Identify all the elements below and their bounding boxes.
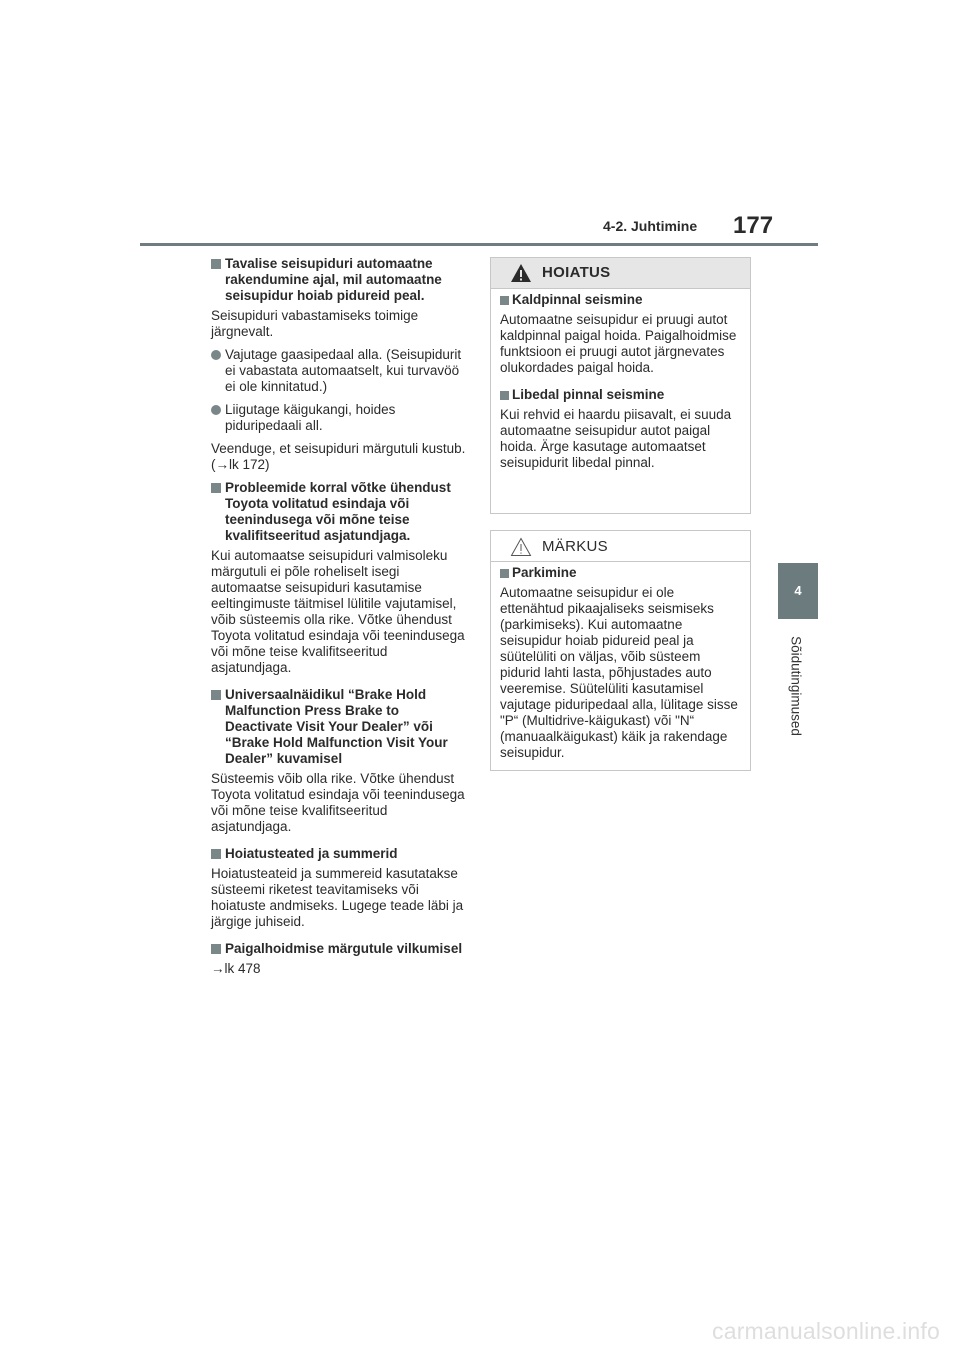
section-heading [211,941,467,957]
warning-box [490,257,751,514]
bullet-item [211,347,467,395]
paragraph: Veenduge, et seisupiduri märgutuli kustub. (→lk 172) [211,441,466,472]
square-bullet-icon [500,296,509,305]
watermark-text: carmanualsonline.info [712,1318,940,1344]
paragraph: Hoiatusteateid ja summereid kasutatakse süsteemi riketest teavitamiseks või hoiatuste andmiseks. Lugege teade läbi ja järgige juhiseid. [211,866,464,929]
heading-text: Universaalnäidikul “Brake Hold Malfunction Press Brake to Deactivate Visit Your Dealer” või “Brake Hold Malfunction Visit Your Dealer” kuvamisel [225,687,448,766]
paragraph: Seisupiduri vabastamiseks toimige järgnevalt. [211,308,419,339]
subheading-text: Kaldpinnal seismine [512,292,643,307]
round-bullet-icon [211,405,221,415]
subheading-text: Libedal pinnal seismine [512,387,665,402]
notice-box-body [491,562,750,761]
square-bullet-icon [211,259,221,269]
bullet-item [211,402,467,434]
section-heading [211,256,467,304]
warning-box-header [491,258,750,289]
caution-triangle-outline-icon [510,537,532,557]
heading-text: Hoiatusteated ja summerid [225,846,398,861]
warning-title: HOIATUS [542,264,611,281]
notice-title: MÄRKUS [542,538,608,555]
paragraph: Kui automaatse seisupiduri valmisoleku märgutuli ei põle roheliselt isegi automaatse seisupiduri kasutamise eeltingimuste täitmisel lülitile vajutamisel, võib süsteemis olla rike. Võtke ühendust Toyota volitatud esindaja või teenindusega või mõne teise kvalifitseeritud asjatundjaga. [211,548,465,675]
section-heading [211,687,467,767]
square-bullet-icon [500,569,509,578]
heading-text: Tavalise seisupiduri automaatne rakendumine ajal, mil automaatne seisupidur hoiab pidureid peal. [225,256,442,303]
box-paragraph: Automaatne seisupidur ei ole ettenähtud pikaajaliseks seismiseks (parkimiseks). Kui automaatne seisupidur hoiab pidureid peal ja süütelüliti on väljas, võib süsteem pidurid lahti lasta, põhjustades auto veeremise. Süütelüliti kasutamisel vajutage piduripedaal alla, lülitage sisse "P“ (Multidrive-käigukast) või "N“ (manuaalkäigukast) käik ja rakendage seisupidur. [500,585,738,760]
bullet-text: Vajutage gaasipedaal alla. (Seisupidurit ei vabastata automaatselt, kui turvavöö ei ole kinnitatud.) [225,347,462,394]
box-subheading [500,565,741,581]
box-paragraph: Automaatne seisupidur ei pruugi autot kaldpinnal paigal hoida. Paigalhoidmise funktsioon ei pruugi autot järgnevates olukordades paigal hoida. [500,312,737,375]
warning-triangle-icon [510,263,532,283]
notice-box-header [491,531,750,562]
bullet-text: Liigutage käigukangi, hoides piduripedaali all. [225,402,396,433]
paragraph: Süsteemis võib olla rike. Võtke ühendust Toyota volitatud esindaja või teenindusega või mõne teise kvalifitseeritud asjatundjaga. [211,771,465,834]
box-paragraph: Kui rehvid ei haardu piisavalt, ei suuda automaatne seisupidur autot paigal hoida. Ärge kasutage automaatset seisupidurit libedal pinnal. [500,407,732,470]
round-bullet-icon [211,350,221,360]
section-heading [211,480,467,544]
box-subheading [500,292,741,308]
square-bullet-icon [211,690,221,700]
chapter-label: Sõidutingimused [788,636,804,736]
heading-text: Paigalhoidmise märgutule vilkumisel [225,941,463,956]
page-reference-link[interactable]: →lk 478 [211,961,261,976]
section-title: 4-2. Juhtimine [603,218,698,234]
square-bullet-icon [500,391,509,400]
page-number: 177 [733,212,774,239]
left-column [211,256,467,977]
notice-box [490,530,751,771]
chapter-tab: 4 [778,563,818,619]
subheading-text: Parkimine [512,565,577,580]
square-bullet-icon [211,849,221,859]
box-subheading [500,387,741,403]
heading-text: Probleemide korral võtke ühendust Toyota volitatud esindaja või teenindusega või mõne teise kvalifitseeritud asjatundjaga. [225,480,451,543]
header-divider [140,243,818,246]
warning-box-body [491,289,750,471]
square-bullet-icon [211,483,221,493]
square-bullet-icon [211,944,221,954]
section-heading [211,846,467,862]
